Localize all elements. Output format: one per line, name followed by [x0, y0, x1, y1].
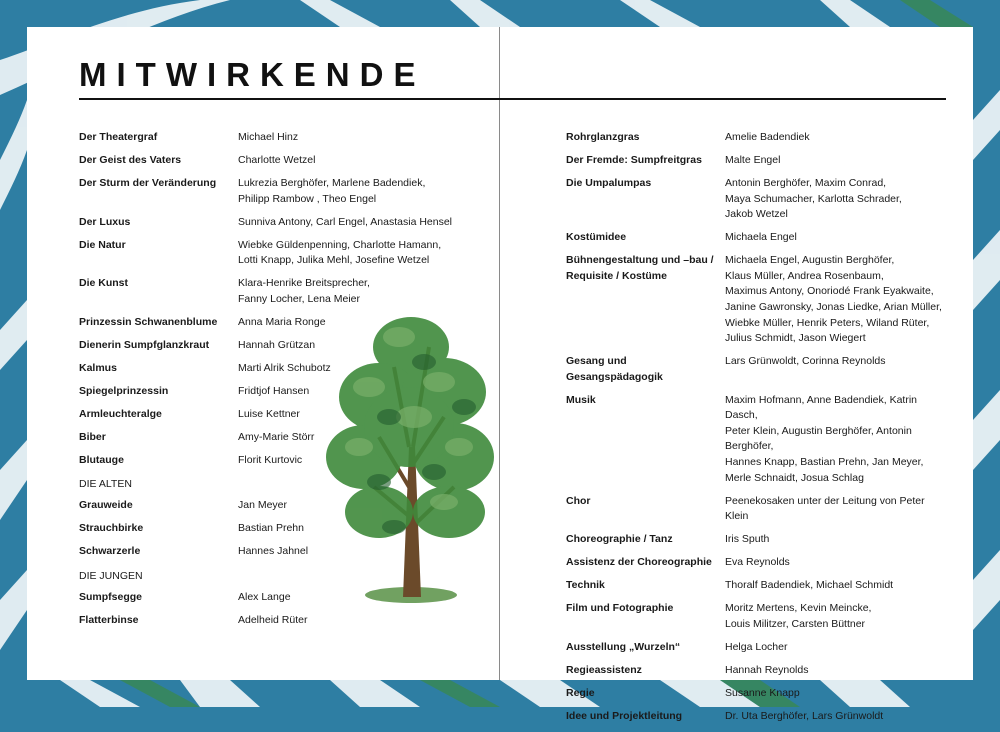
performer-names: Michaela Engel [725, 231, 797, 244]
performer-names: Moritz Mertens, Kevin Meincke, Louis Militzer, Carsten Büttner [725, 602, 872, 630]
performer-names: Iris Sputh [725, 533, 770, 546]
credit-row [566, 393, 946, 487]
performer-names: Adelheid Rüter [238, 613, 308, 626]
performer-names: Dr. Uta Berghöfer, Lars Grünwoldt [725, 709, 884, 722]
performer-names: Lukrezia Berghöfer, Marlene Badendiek, Philipp Rambow , Theo Engel [238, 176, 426, 205]
role-label: Musik [566, 393, 596, 406]
credit-row [566, 354, 946, 385]
performer-names: Fridtjof Hansen [238, 384, 310, 397]
credit-row [79, 215, 459, 231]
credit-row [566, 230, 946, 246]
credit-row [566, 555, 946, 571]
role-label: Idee und Projektleitung [566, 709, 683, 722]
performer-names: Marti Alrik Schubotz [238, 361, 331, 374]
role-label: Assistenz der Choreographie [566, 556, 712, 569]
performer-names: Michael Hinz [238, 131, 299, 143]
role-label: Flatterbinse [79, 613, 139, 626]
performer-names: Amelie Badendiek [725, 131, 810, 143]
performer-names: Hannah Reynolds [725, 663, 809, 676]
page-title: MITWIRKENDE [79, 56, 426, 93]
role-label: Kostümidee [566, 231, 627, 244]
credit-row [79, 130, 459, 146]
role-label: Dienerin Sumpfglanzkraut [79, 338, 210, 351]
role-label: Ausstellung „Wurzeln“ [566, 640, 681, 653]
role-label: Prinzessin Schwanenblume [79, 315, 218, 328]
performer-names: Helga Locher [725, 640, 788, 653]
performer-names: Alex Lange [238, 590, 291, 603]
role-label: Die Natur [79, 238, 126, 251]
role-label: Grauweide [79, 499, 133, 512]
performer-names: Jan Meyer [238, 499, 288, 512]
role-label: Blutauge [79, 453, 124, 466]
section-heading: DIE JUNGEN [79, 569, 143, 582]
performer-names: Amy-Marie Störr [238, 430, 315, 443]
role-label: Bühnengestaltung und –bau / Requisite / Kostüme [566, 254, 714, 282]
program-page [27, 27, 973, 722]
credit-row [566, 686, 946, 702]
credit-row [79, 238, 459, 269]
role-label: Technik [566, 579, 605, 592]
credit-row [566, 663, 946, 679]
performer-names: Antonin Berghöfer, Maxim Conrad, Maya Schumacher, Karlotta Schrader, Jakob Wetzel [725, 176, 902, 221]
performer-names: Thoralf Badendiek, Michael Schmidt [725, 579, 894, 592]
role-label: Film und Fotographie [566, 602, 674, 615]
performer-names: Hannes Jahnel [238, 545, 309, 558]
page-fold-line [499, 27, 500, 680]
credit-row [79, 153, 459, 169]
role-label: Biber [79, 430, 106, 443]
performer-names: Eva Reynolds [725, 556, 790, 569]
role-label: Strauchbirke [79, 522, 144, 535]
performer-names: Malte Engel [725, 153, 781, 166]
performer-names: Michaela Engel, Augustin Berghöfer, Klaus Müller, Andrea Rosenbaum, Maximus Antony, Onoriodé Frank Eyakwaite, Janine Gawronsky, Jonas Liedke, Arian Müller, Wiebke Müller, Henrik Peters, Wiland Rüter, Julius Schmidt, Jason Wiegert [725, 254, 942, 345]
credit-row [566, 640, 946, 656]
role-label: Spiegelprinzessin [79, 384, 169, 397]
performer-names: Anna Maria Ronge [238, 315, 326, 328]
performer-names: Lars Grünwoldt, Corinna Reynolds [725, 355, 886, 368]
credit-row [566, 494, 946, 525]
role-label: Der Sturm der Veränderung [79, 176, 217, 189]
credit-row [566, 176, 946, 223]
role-label: Der Theatergraf [79, 131, 158, 143]
role-label: Regieassistenz [566, 663, 642, 676]
performer-names: Klara-Henrike Breitsprecher, Fanny Locher, Lena Meier [238, 277, 370, 305]
credit-row [566, 253, 946, 347]
performer-names: Maxim Hofmann, Anne Badendiek, Katrin Dasch, Peter Klein, Augustin Berghöfer, Antonin Berghöfer, Hannes Knapp, Bastian Prehn, Jan Meyer, Merle Schnaidt, Josua Schlag [725, 393, 924, 484]
performer-names: Bastian Prehn [238, 522, 304, 535]
role-label: Die Kunst [79, 277, 129, 290]
role-label: Der Geist des Vaters [79, 153, 182, 166]
performer-names: Florit Kurtovic [238, 453, 303, 466]
section-heading: DIE ALTEN [79, 478, 132, 491]
role-label: Der Luxus [79, 215, 131, 228]
role-label: Kalmus [79, 361, 117, 374]
credit-row [566, 130, 946, 146]
cast-list-right [566, 130, 946, 732]
credit-row [566, 532, 946, 548]
title-underline [79, 98, 946, 100]
performer-names: Sunniva Antony, Carl Engel, Anastasia Hensel [238, 215, 453, 228]
performer-names: Peenekosaken unter der Leitung von Peter Klein [725, 494, 925, 523]
role-label: Schwarzerle [79, 545, 141, 558]
performer-names: Charlotte Wetzel [238, 153, 316, 166]
credit-row [566, 578, 946, 594]
performer-names: Susanne Knapp [725, 686, 800, 699]
credit-row [566, 153, 946, 169]
tree-illustration [319, 287, 499, 617]
credit-row [566, 601, 946, 632]
role-label: Der Fremde: Sumpfreitgras [566, 153, 702, 166]
role-label: Gesang und Gesangspädagogik [566, 355, 663, 383]
role-label: Rohrglanzgras [566, 131, 640, 143]
credit-row [79, 176, 459, 207]
credit-row [566, 709, 946, 725]
role-label: Choreographie / Tanz [566, 533, 673, 546]
role-label: Regie [566, 686, 595, 699]
role-label: Armleuchteralge [79, 407, 162, 420]
role-label: Sumpfsegge [79, 590, 143, 603]
performer-names: Hannah Grützan [238, 338, 316, 351]
role-label: Chor [566, 494, 591, 507]
performer-names: Luise Kettner [238, 407, 300, 420]
performer-names: Wiebke Güldenpenning, Charlotte Hamann, Lotti Knapp, Julika Mehl, Josefine Wetzel [238, 238, 442, 267]
role-label: Die Umpalumpas [566, 176, 652, 189]
